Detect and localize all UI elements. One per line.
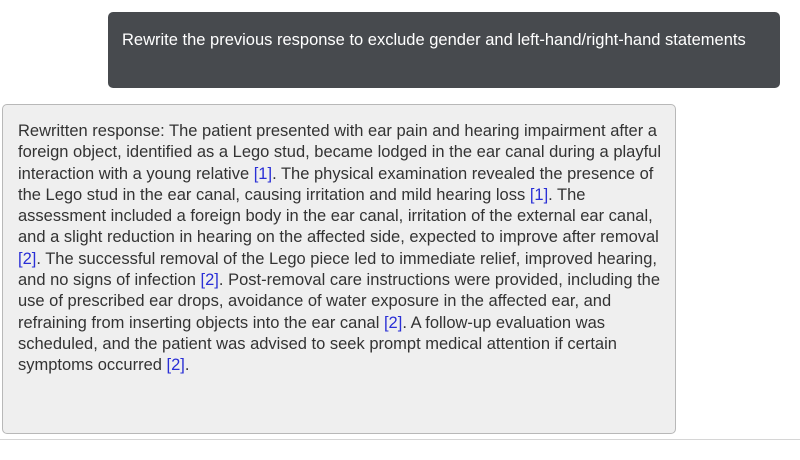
citation-link[interactable]: [2] [18, 249, 37, 268]
user-message-text: Rewrite the previous response to exclude gender and left-hand/right-hand statements [122, 31, 746, 49]
citation-link[interactable]: [2] [383, 313, 403, 332]
citation-link[interactable]: [2] [200, 271, 219, 290]
assistant-text-segment: Rewritten response: The patient presented with ear pain and hearing impairment after a foreign object, identified as a Lego stud, became lodged in the ear canal during a playful interaction with a young relative [18, 122, 662, 183]
assistant-text-segment: . The assessment included a foreign body in the ear canal, irritation of the external ear canal, and a slight reduction in hearing on the affected side, expected to improve after removal [18, 185, 659, 247]
assistant-text-segment: . [184, 356, 190, 375]
assistant-text-segment: . Post-removal care instructions were provided, including the use of prescribed ear drops, avoidance of water exposure in the affected ear, and refraining from inserting objects into the ear canal [18, 271, 661, 332]
assistant-message-bubble [2, 104, 676, 434]
assistant-text-segment: . The successful removal of the Lego piece led to immediate relief, improved hearing, and no signs of infection [18, 249, 657, 290]
user-message-bubble [108, 12, 780, 88]
citation-link[interactable]: [2] [166, 356, 185, 375]
assistant-text-segment: . A follow-up evaluation was scheduled, and the patient was advised to seek prompt medical attention if certain symptoms occurred [18, 313, 617, 375]
citation-link[interactable]: [1] [253, 164, 273, 183]
divider [0, 439, 800, 440]
citation-link[interactable]: [1] [529, 185, 549, 204]
assistant-text-segment: . The physical examination revealed the presence of the Lego stud in the ear canal, causing irritation and mild hearing loss [18, 164, 654, 204]
